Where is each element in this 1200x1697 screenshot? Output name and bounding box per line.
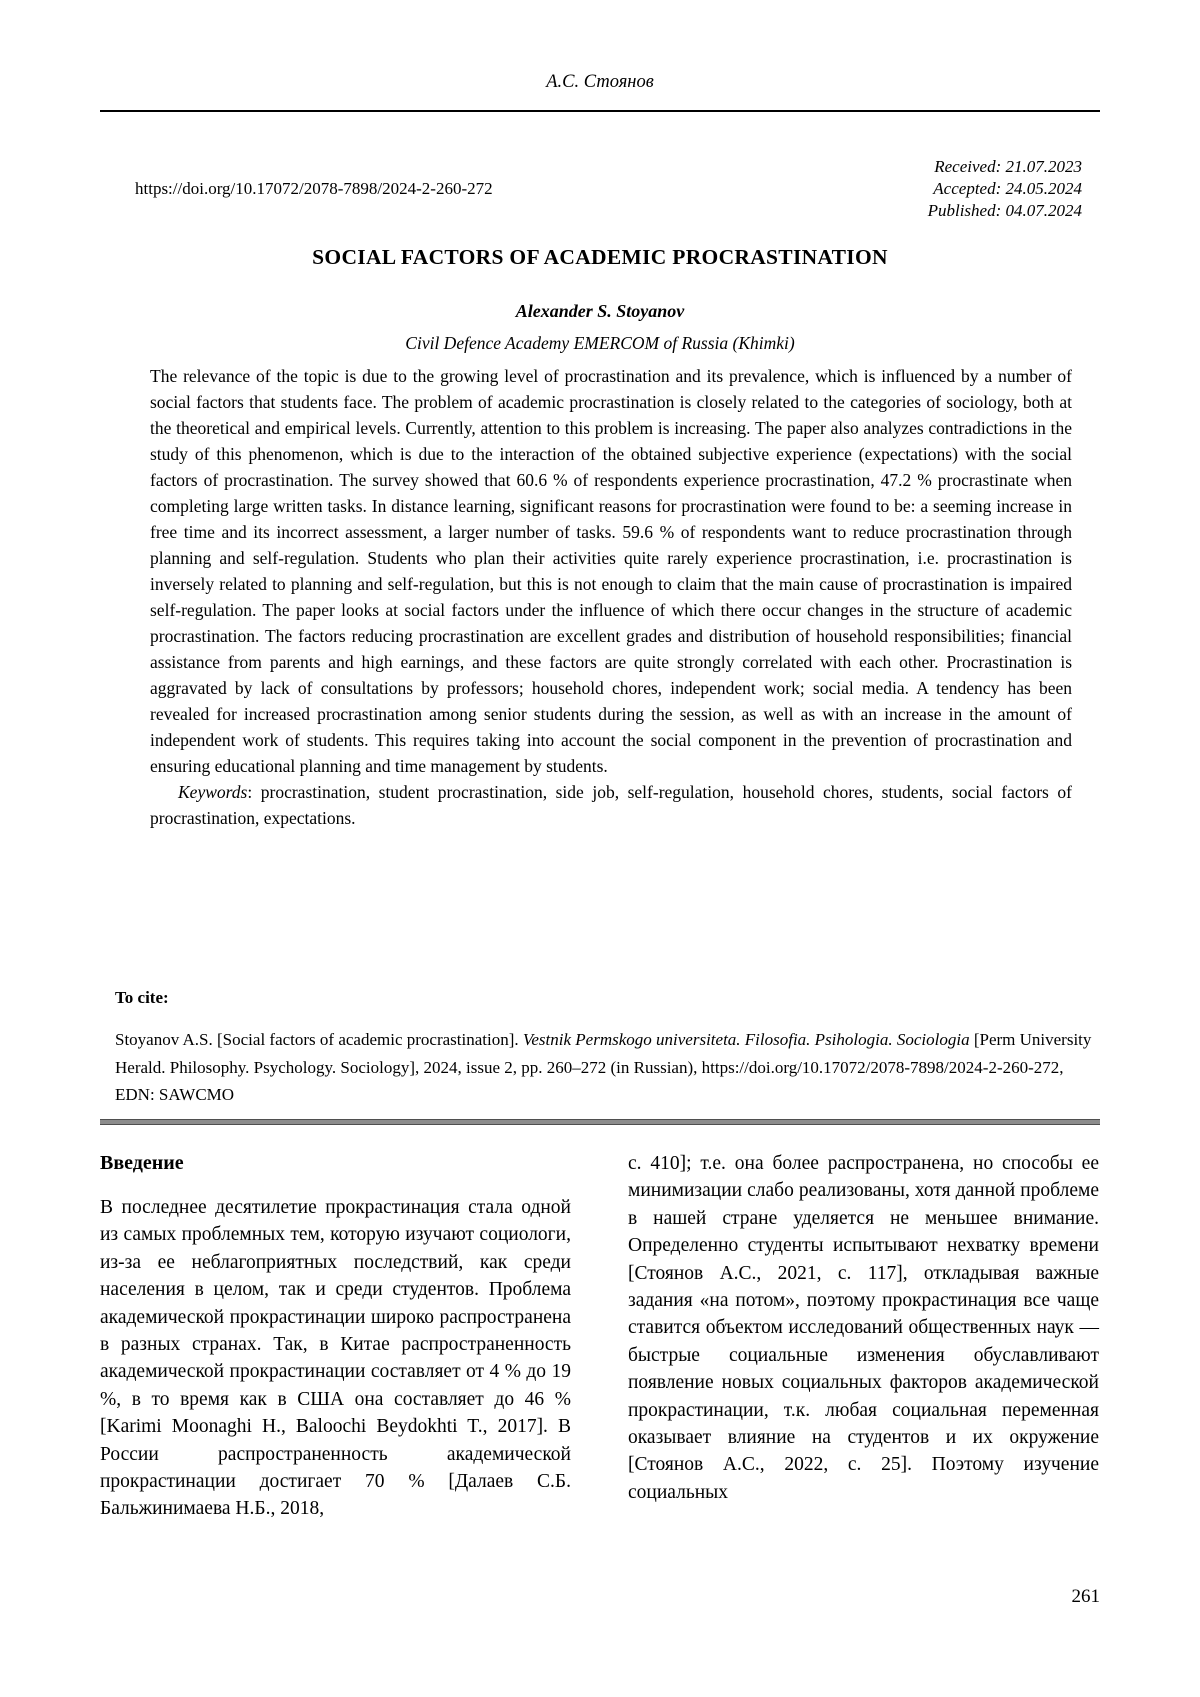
citation-text-before: Stoyanov A.S. [Social factors of academic procrastination]. — [115, 1030, 523, 1049]
abstract-block — [150, 363, 1072, 831]
introduction-paragraph-right: с. 410]; т.е. она более распространена, но способы ее минимизации слабо реализованы, хотя данной проблеме в нашей стране уделяется не меньшее внимание. Определенно студенты испытывают нехватку времени [Стоянов А.С., 2021, с. 117], откладывая важные задания «на потом», поэтому прокрастинация все чаще ставится объектом исследований общественных наук — быстрые социальные изменения обуславливают появление новых социальных факторов академической прокрастинации, т.к. любая социальная переменная оказывает влияние на студентов и их окружение [Стоянов А.С., 2022, с. 25]. Поэтому изучение социальных — [628, 1153, 1099, 1503]
accepted-date: Accepted: 24.05.2024 — [933, 179, 1082, 198]
keywords-line — [150, 779, 1072, 831]
meta-row — [135, 156, 1082, 222]
article-title: SOCIAL FACTORS OF ACADEMIC PROCRASTINATION — [312, 245, 888, 269]
right-column — [628, 1150, 1099, 1523]
header-rule — [100, 110, 1100, 112]
keywords-list: : procrastination, student procrastination, side job, self-regulation, household chores, students, social factors of procrastination, expectations. — [150, 782, 1072, 828]
published-date: Published: 04.07.2024 — [927, 201, 1082, 220]
running-head-author: А.С. Стоянов — [546, 72, 654, 92]
two-column-body — [100, 1150, 1100, 1523]
keywords-label: Keywords — [178, 782, 248, 802]
citation-journal-name: Vestnik Permskogo universiteta. Filosofia. Psihologia. Sociologia — [522, 1030, 970, 1049]
introduction-paragraph-left: В последнее десятилетие прокрастинация стала одной из самых проблемных тем, которую изучают социологи, из-за ее неблагоприятных последствий, как среди населения в целом, так и среди студентов. Проблема академической прокрастинации широко распространена в разных странах. Так, в Китае распространенность академической прокрастинации составляет от 4 % до 19 %, в то время как в США она составляет до 46 % [Karimi Moonaghi H., Baloochi Beydokhti T., 2017]. В России распространенность академической прокрастинации достигает 70 % [Далаев С.Б. Бальжинимаева Н.Б., 2018, — [100, 1197, 571, 1520]
author-name: Alexander S. Stoyanov — [515, 301, 685, 321]
received-date: Received: 21.07.2023 — [934, 157, 1082, 176]
doi-link[interactable]: https://doi.org/10.17072/2078-7898/2024-2-260-272 — [135, 179, 493, 198]
author-affiliation: Civil Defence Academy EMERCOM of Russia (Khimki) — [405, 333, 795, 353]
dates-block — [928, 156, 1082, 222]
page-number: 261 — [1071, 1586, 1100, 1607]
to-cite-label: To cite: — [115, 988, 169, 1007]
left-column — [100, 1150, 571, 1523]
citation-block — [115, 988, 1100, 1109]
section-divider-rule — [100, 1119, 1100, 1125]
abstract-text: The relevance of the topic is due to the growing level of procrastination and its prevalence, which is influenced by a number of social factors that students face. The problem of academic procrastination is closely related to the categories of sociology, both at the theoretical and empirical levels. Currently, attention to this problem is increasing. The paper also analyzes contradictions in the study of this phenomenon, which is due to the interaction of the obtained subjective experience (expectations) with the social factors of procrastination. The survey showed that 60.6 % of respondents experience procrastination, 47.2 % procrastinate when completing large written tasks. In distance learning, significant reasons for procrastination were found to be: a seeming increase in free time and its incorrect assessment, a larger number of tasks. 59.6 % of respondents want to reduce procrastination through planning and self-regulation. Students who plan their activities quite rarely experience procrastination, i.e. procrastination is inversely related to planning and self-regulation, but this is not enough to claim that the main cause of procrastination is impaired self-regulation. The paper looks at social factors under the influence of which there occur changes in the structure of academic procrastination. The factors reducing procrastination are excellent grades and distribution of household responsibilities; financial assistance from parents and high earnings, and these factors are quite strongly correlated with each other. Procrastination is aggravated by lack of consultations by professors; household chores, independent work; social media. A tendency has been revealed for increased procrastination among senior students during the session, as well as with an increase in the amount of independent work of students. This requires taking into account the social component in the prevention of procrastination and ensuring educational planning and time management by students. — [150, 366, 1072, 776]
introduction-heading: Введение — [100, 1152, 184, 1174]
citation-text — [115, 1026, 1100, 1109]
citation-text-after: [Perm University Herald. Philosophy. Psychology. Sociology], 2024, issue 2, pp. 260–272 (in Russian), https://doi.org/10.17072/2078-7898/2024-2-260-272, EDN: SAWCMO — [115, 1030, 1092, 1104]
